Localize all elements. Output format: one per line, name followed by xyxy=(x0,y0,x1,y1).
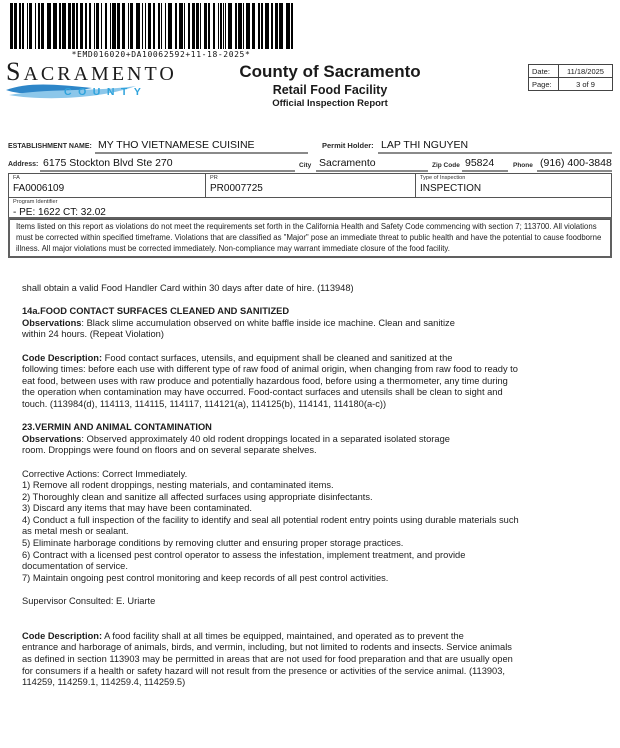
body-line: the operation when contamination may have occurred. Food-contact surfaces and utensils shall be clean to sight and xyxy=(22,387,503,398)
pr-label: PR xyxy=(210,175,218,181)
body-heading: 14a.FOOD CONTACT SURFACES CLEANED AND SANITIZED xyxy=(22,306,290,317)
page-subtitle: Retail Food Facility xyxy=(272,83,388,97)
address-label: Address: xyxy=(8,161,39,168)
page-label: Page: xyxy=(529,77,559,90)
body-line: 5) Eliminate harborage conditions by removing clutter and ensuring proper storage practices. xyxy=(22,538,404,549)
date-page-table xyxy=(528,64,613,91)
body-line xyxy=(22,295,614,307)
page-value: 3 of 9 xyxy=(559,77,612,90)
body-line-bold-prefix: Observations xyxy=(22,317,82,328)
date-value: 11/18/2025 xyxy=(567,66,604,76)
body-line: 4) Conduct a full inspection of the facility to identify and seal all potential rodent entry points using durable materials such xyxy=(22,514,519,525)
violations-notice: Items listed on this report as violations do not meet the requirements set forth in the California Health and Safety Code commencing with section 7; 113700. All violations must be corrected within specified timeframe. Violations that are classified as "Major" pose an immediate threat to public health and have the potential to cause foodborne illness. All major violations must be corrected immediately. Non-compliance may warrant immediate closure of the food facility. xyxy=(8,217,612,258)
permit-holder-field[interactable]: LAP THI NGUYEN xyxy=(378,138,612,154)
city-label: City xyxy=(299,162,312,169)
body-heading: 23.VERMIN AND ANIMAL CONTAMINATION xyxy=(22,422,212,433)
pr-value: PR0007725 xyxy=(210,183,263,194)
body-line: Code Description: A food facility shall at all times be equipped, maintained, and operated as to prevent the xyxy=(22,630,464,641)
body-line: 7) Maintain ongoing pest control monitoring and keep records of all pest control activities. xyxy=(22,572,389,583)
zip-code-field[interactable]: 95824 xyxy=(462,156,508,172)
inspection-type-cell xyxy=(416,174,611,197)
address-field[interactable]: 6175 Stockton Blvd Ste 270 xyxy=(40,156,295,172)
county-wordmark: COUNTY xyxy=(64,86,148,98)
program-identifier-label: Program Identifier xyxy=(13,199,58,205)
city-field[interactable]: Sacramento xyxy=(316,156,428,172)
body-line: Code Description: Food contact surfaces, utensils, and equipment shall be cleaned and sanitized at the xyxy=(22,352,453,363)
barcode-block xyxy=(10,3,312,59)
body-line xyxy=(22,608,614,620)
date-label: Date: xyxy=(529,65,559,77)
fa-value: FA0006109 xyxy=(13,183,65,194)
permit-holder-label: Permit Holder: xyxy=(322,141,374,150)
body-line: Supervisor Consulted: E. Uriarte xyxy=(22,596,156,607)
body-line: room. Droppings were found on floors and on several separate shelves. xyxy=(22,445,317,456)
body-line: Observations: Black slime accumulation observed on white baffle inside ice machine. Clean and sanitize xyxy=(22,317,455,328)
body-line: 1) Remove all rodent droppings, nesting materials, and contaminated items. xyxy=(22,480,334,491)
fa-cell xyxy=(9,174,206,197)
facility-info-row xyxy=(9,174,611,198)
body-line xyxy=(22,341,614,353)
body-line-bold-prefix: Observations xyxy=(22,433,82,444)
program-identifier-cell xyxy=(9,198,611,219)
fa-label: FA xyxy=(13,175,20,181)
page-subtitle-2: Official Inspection Report xyxy=(272,98,388,109)
inspection-type-value: INSPECTION xyxy=(420,183,482,194)
barcode-label: *EMD016020+DA10062592+11-18-2025* xyxy=(71,50,251,59)
body-line xyxy=(22,411,614,423)
body-line: documentation of service. xyxy=(22,561,128,572)
body-line: as metal mesh or sealant. xyxy=(22,526,129,537)
body-line: entrance and harborage of animals, birds, and vermin, including, but not limited to rodents and insects. Service animals xyxy=(22,642,512,653)
page-title: County of Sacramento xyxy=(239,62,421,81)
pr-cell xyxy=(206,174,416,197)
barcode xyxy=(10,3,312,49)
sacramento-county-logo xyxy=(6,57,181,109)
body-line: for consumers if a health or safety hazard will not result from the presence or activities of the service animal. (113903, xyxy=(22,665,505,676)
program-identifier-value: - PE: 1622 CT: 32.02 xyxy=(13,207,106,218)
body-line: Corrective Actions: Correct Immediately. xyxy=(22,468,188,479)
body-line xyxy=(22,584,614,596)
phone-field[interactable]: (916) 400-3848 xyxy=(537,156,612,172)
body-line: touch. (113984(d), 114113, 114115, 114117, 114121(a), 114125(b), 114141, 114180(a-c)) xyxy=(22,398,387,409)
body-line-bold-prefix: Code Description: xyxy=(22,630,103,641)
body-line: eat food, between uses with raw produce and potentially hazardous food, before using a thermometer, any time during xyxy=(22,375,508,386)
body-line: 3) Discard any items that may have been contaminated. xyxy=(22,503,252,514)
body-line: 2) Thoroughly clean and sanitize all affected surfaces using appropriate disinfectants. xyxy=(22,491,373,502)
body-line: 114259, 114259.1, 114259.4, 114259.5) xyxy=(22,677,186,688)
zip-code-label: Zip Code xyxy=(432,162,460,169)
phone-label: Phone xyxy=(513,162,533,169)
body-line xyxy=(22,619,614,631)
facility-info-table xyxy=(8,173,612,220)
body-line: within 24 hours. (Repeat Violation) xyxy=(22,329,164,340)
body-line-bold-prefix: Code Description: xyxy=(22,352,103,363)
body-line: shall obtain a valid Food Handler Card within 30 days after date of hire. (113948) xyxy=(22,283,354,293)
body-line: 6) Contract with a licensed pest control operator to assess the infestation, implement treatment, and provide xyxy=(22,549,466,560)
title-block xyxy=(175,62,485,109)
body-line xyxy=(22,457,614,469)
logo-wordmark: SACRAMENTO xyxy=(6,57,177,86)
inspection-type-label: Type of Inspection xyxy=(420,175,466,181)
establishment-name-field[interactable]: MY THO VIETNAMESE CUISINE xyxy=(95,138,308,154)
body-text xyxy=(22,283,614,689)
establishment-name-label: ESTABLISHMENT NAME: xyxy=(8,143,92,150)
body-line: following times: before each use with different type of raw food of animal origin, when changing from raw food to ready to xyxy=(22,364,518,375)
body-line: Observations: Observed approximately 40 old rodent droppings located in a separated isolated storage xyxy=(22,433,450,444)
body-line: as defined in section 113903 may be permitted in areas that are not used for food preparation and that are usually open xyxy=(22,654,513,664)
